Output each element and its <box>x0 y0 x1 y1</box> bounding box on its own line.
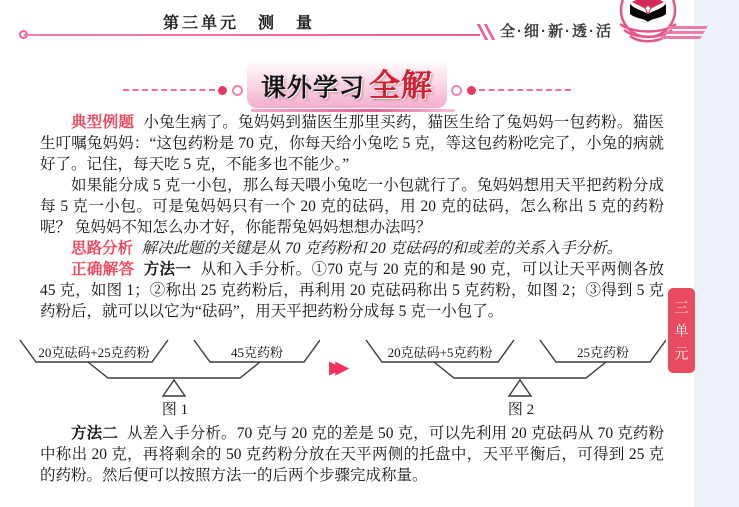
unit-side-tab-label: 三单元 <box>673 300 690 369</box>
header-divider-line <box>24 34 480 36</box>
banner-ring-left-icon <box>232 85 243 96</box>
fig1-caption: 图 1 <box>161 402 189 418</box>
banner-dot-left-icon <box>218 86 227 95</box>
method1-label: 方法一 <box>143 261 192 278</box>
decorative-stripes-icon <box>661 26 707 41</box>
example-paragraph-2: 如果能分成 5 克一小包，那么每天喂小兔吃一小包就行了。兔妈妈想用天平把药粉分成每 5 克一小包。可是兔妈妈只有一个 20 克的砝码，用 20 克的砝码，怎么称出 5 克的药粉呢？ 兔妈妈不知怎么办才好，你能帮兔妈妈想想办法吗？ <box>40 177 664 236</box>
fig2-right-pan-label: 25克药粉 <box>576 345 630 360</box>
solution-label: 正确解答 <box>71 261 135 278</box>
solution-paragraph <box>40 259 664 322</box>
banner-dash-left <box>123 89 215 91</box>
balance-figure-1 <box>12 336 320 419</box>
section-title-red: 全解 <box>369 67 433 103</box>
method2-label: 方法二 <box>71 425 119 442</box>
example-paragraph <box>40 112 664 175</box>
banner-dot-right-icon <box>467 86 476 95</box>
fig2-left-pan-label: 20克砝码+5克药粉 <box>387 345 493 360</box>
method2-text: 从差入手分析。70 克与 20 克的差是 50 克，可以先利用 20 克砝码从 70 克药粉中称出 20 克，再将剩余的 50 克药粉分放在天平两侧的托盘中，天平平衡后，可得到 25 克的药粉。然后便可以按照方法一的后两个步骤完成称量。 <box>40 425 664 484</box>
balance-scale-2-icon <box>358 336 666 398</box>
brand-slogan: 全·细·新·透·活 <box>500 23 613 40</box>
fig2-caption: 图 2 <box>507 402 535 418</box>
page-right-margin <box>694 0 739 507</box>
double-slash-icon <box>478 24 496 40</box>
section-banner <box>0 60 694 106</box>
fig1-left-pan-label: 20克砝码+25克药粉 <box>38 345 150 360</box>
unit-side-tab <box>668 288 695 373</box>
method1-text: 从和入手分析。①70 克与 20 克的和是 90 克，可以让天平两侧各放 45 克，如图 1；②称出 25 克药粉后，再利用 20 克砝码称出 5 克药粉，如图 2；③得到 5 克药粉后，就可以以它为“砝码”，用天平把药粉分成每 5 克一小包了。 <box>40 261 664 320</box>
analysis-label: 思路分析 <box>71 240 134 257</box>
example-label: 典型例题 <box>71 114 135 131</box>
fig1-right-pan-label: 45克药粉 <box>230 345 284 360</box>
balance-diagrams <box>12 336 682 419</box>
banner-dash-right <box>479 89 571 91</box>
banner-ring-right-icon <box>451 85 462 96</box>
analysis-text: 解决此题的关键是从 70 克药粉和 20 克砝码的和或差的关系入手分析。 <box>141 240 623 257</box>
body-text <box>40 112 664 322</box>
unit-title: 第三单元 测 量 <box>163 15 316 32</box>
section-title-black: 课外学习 <box>260 73 365 102</box>
analysis-paragraph <box>40 238 664 259</box>
balance-figure-2 <box>358 336 666 419</box>
balance-scale-1-icon <box>12 336 320 398</box>
example-text: 小兔生病了。兔妈妈到猫医生那里买药，猫医生给了兔妈妈一包药粉。猫医生叮嘱兔妈妈：“这包药粉是 70 克，你每天给小兔吃 5 克，等这包药粉吃完了，小兔的病就好了。记住，每天吃 5 克，不能多也不能少。” <box>40 114 664 173</box>
section-title <box>247 59 447 108</box>
method2-paragraph <box>40 423 664 486</box>
double-arrow-icon: ▶▶ <box>329 358 342 377</box>
